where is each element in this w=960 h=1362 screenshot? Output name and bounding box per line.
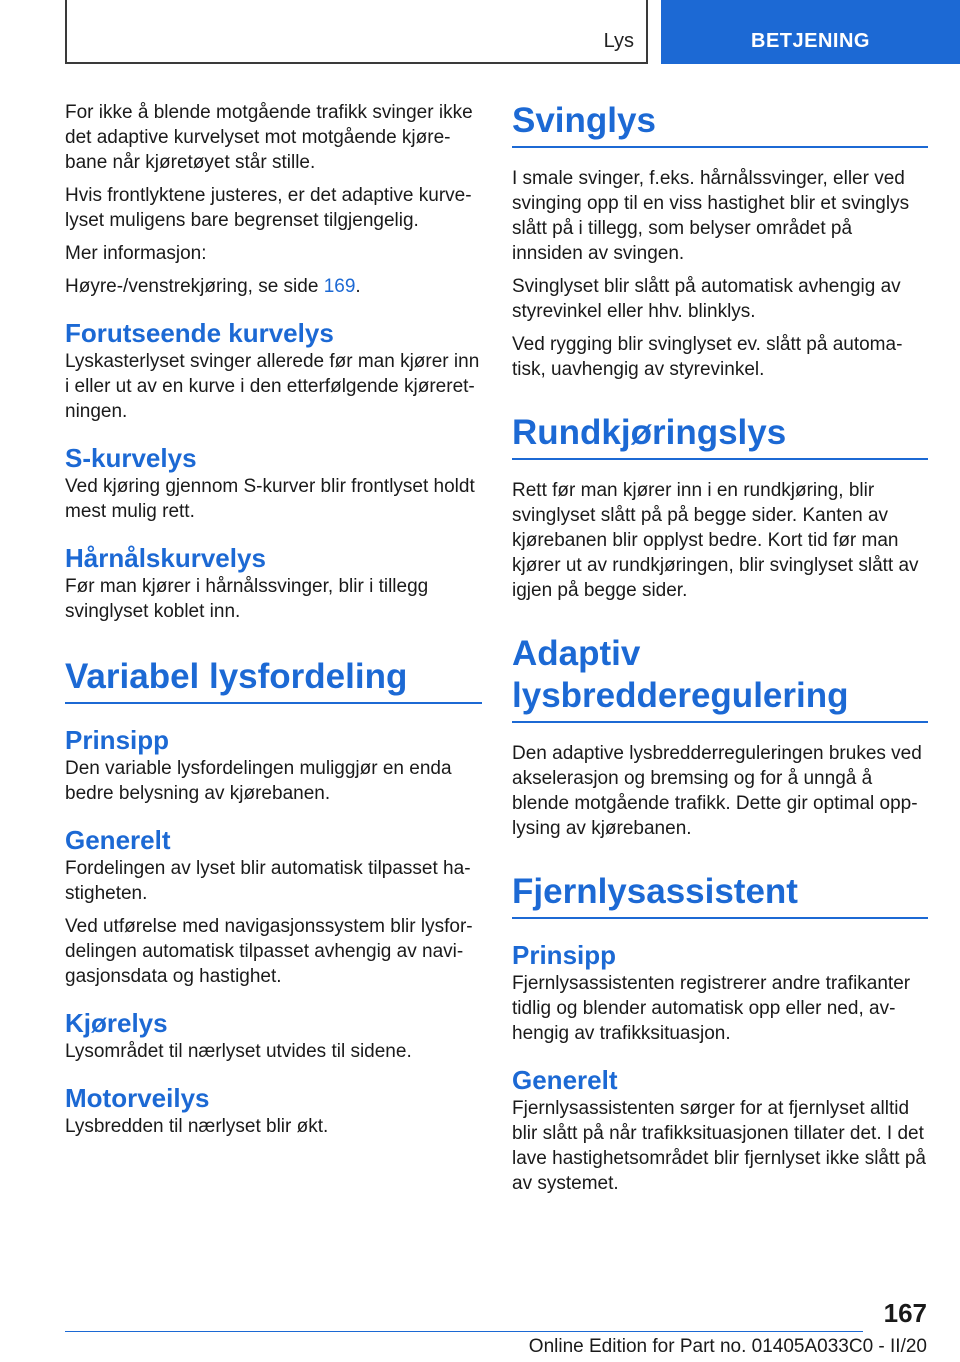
- heading-adaptiv-lysbredderegulering: [512, 633, 928, 723]
- cross-reference: [65, 274, 482, 299]
- heading-prinsipp-left: Prinsipp: [65, 725, 170, 755]
- heading-forutseende-kurvelys: Forutseende kurvelys: [65, 318, 334, 348]
- heading-generelt-right: Generelt: [512, 1065, 618, 1095]
- page-link-169[interactable]: 169: [323, 276, 356, 297]
- paragraph-forutseende: Lyskasterlyset svinger allerede før man kjører inn i eller ut av en kurve i den etterfølgende kjøreretningen.: [65, 351, 480, 422]
- heading-s-kurvelys: S-kurvelys: [65, 443, 197, 473]
- heading-variabel-lysfordeling: Variabel lysfordeling: [65, 656, 482, 704]
- heading-kjorelys: Kjørelys: [65, 1008, 168, 1038]
- paragraph-generelt-right: Fjernlysassistenten sørger for at fjernlyset alltid blir slått på når trafikksituasjonen tillater det. I det lave hastighetsområdet blir fjernlyset ikke slått på av systemet.: [512, 1098, 926, 1194]
- paragraph-rundkjoringslys: Rett før man kjører inn i en rundkjøring, blir svinglyset slått på på begge sider. Kanten av kjørebanen blir opplyst bedre. Kort tid før man kjører ut av rundkjøringen, blir svinglyset slått av igjen på begge sider.: [512, 480, 919, 601]
- header-chapter-label: BETJENING: [751, 30, 870, 52]
- heading-adaptiv-line-1: Adaptiv: [512, 634, 641, 673]
- header-section-box: [65, 0, 648, 64]
- paragraph-s-kurvelys: Ved kjøring gjennom S-kurver blir frontlyset holdt mest mulig rett.: [65, 476, 475, 522]
- heading-rundkjoringslys: Rundkjøringslys: [512, 412, 928, 460]
- heading-adaptiv-line-2: lysbredderegulering: [512, 676, 849, 715]
- cross-reference-end: .: [355, 276, 361, 297]
- edition-footer: Online Edition for Part no. 01405A033C0 - II/20: [528, 1336, 927, 1357]
- paragraph-harnalskurvelys: Før man kjører i hårnålssvinger, blir i tillegg svinglyset koblet inn.: [65, 576, 429, 622]
- paragraph-prinsipp-right: Fjernlysassistenten registrerer andre trafikanter tidlig og blender automatisk opp eller ned, avhengig av trafikksituasjon.: [512, 973, 911, 1044]
- page-number: 167: [883, 1298, 927, 1328]
- intro-paragraph-2: Hvis frontlyktene justeres, er det adaptive kurvelyset muligens bare begrenset tilgjengelig.: [65, 185, 472, 231]
- heading-prinsipp-right: Prinsipp: [512, 940, 617, 970]
- header-chapter-tab[interactable]: [661, 0, 960, 64]
- heading-fjernlysassistent: Fjernlysassistent: [512, 871, 928, 919]
- cross-reference-text: Høyre-/venstrekjøring, se side: [65, 276, 324, 297]
- intro-paragraph-3: Mer informasjon:: [65, 243, 207, 264]
- paragraph-generelt-left-1: Fordelingen av lyset blir automatisk tilpasset hastigheten.: [65, 858, 471, 904]
- paragraph-svinglys-1: I smale svinger, f.eks. hårnålssvinger, eller ved svinging opp til en viss hastighet blir et svinglys slått på i tillegg, som belyser området på innsiden av svingen.: [512, 168, 910, 264]
- footer-divider: [65, 1331, 863, 1332]
- heading-motorveilys: Motorveilys: [65, 1083, 210, 1113]
- left-column: [65, 100, 482, 1147]
- intro-paragraph-1: For ikke å blende motgående trafikk svinger ikke det adaptive kurvelyset mot motgående kjørebane når kjøretøyet står stille.: [65, 102, 473, 173]
- header-section-title: Lys: [603, 30, 634, 52]
- paragraph-svinglys-2: Svinglyset blir slått på automatisk avhengig av styrevinkel eller hhv. blinklys.: [512, 276, 901, 322]
- heading-harnalskurvelys: Hårnålskurvelys: [65, 543, 266, 573]
- paragraph-adaptiv: Den adaptive lysbredderreguleringen brukes ved akselerasjon og bremsing og for å unngå å blende motgående trafikk. Dette gir optimal opplysing av kjørebanen.: [512, 743, 922, 839]
- right-column: [512, 100, 928, 1204]
- heading-svinglys: Svinglys: [512, 100, 928, 148]
- paragraph-motorveilys: Lysbredden til nærlyset blir økt.: [65, 1116, 329, 1137]
- paragraph-svinglys-3: Ved rygging blir svinglyset ev. slått på automatisk, uavhengig av styrevinkel.: [512, 334, 903, 380]
- heading-generelt-left: Generelt: [65, 825, 171, 855]
- paragraph-prinsipp-left: Den variable lysfordelingen muliggjør en enda bedre belysning av kjørebanen.: [65, 758, 452, 804]
- paragraph-generelt-left-2: Ved utførelse med navigasjonssystem blir lysfordelingen automatisk tilpasset avhengig av navigasjonsdata og hastighet.: [65, 916, 473, 987]
- paragraph-kjorelys: Lysområdet til nærlyset utvides til sidene.: [65, 1041, 412, 1062]
